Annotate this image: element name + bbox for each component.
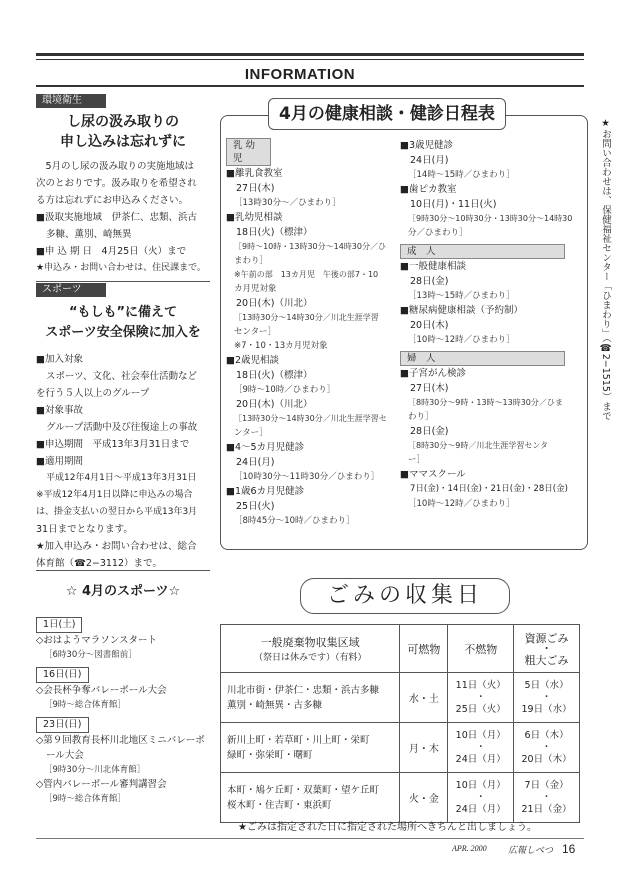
- health-detail: ［8時30分〜9時・13時〜13時30分／ひま: [408, 398, 563, 407]
- header-bulky-label: 粗大ごみ: [524, 653, 569, 667]
- dot: ・: [475, 691, 486, 703]
- health-date: 20日(木)（川北）: [236, 399, 313, 410]
- date-line: 11日（火）: [455, 679, 506, 691]
- footer-magazine: 広報しべつ: [508, 846, 554, 856]
- sports-line: ★加入申込み・お問い合わせは、総合: [36, 541, 197, 552]
- env-body-line: る方は忘れずにお申込みください。: [36, 195, 189, 206]
- health-detail: ［13時30分〜14時30分／川北生涯学習: [234, 313, 379, 322]
- sports-event: ◇第９回教育長杯川北地区ミニバレーボ: [36, 735, 205, 746]
- health-detail: ［14時〜15時／ひまわり］: [408, 170, 515, 180]
- header-resource: [514, 625, 580, 673]
- sports-line: は、掛金支払いの翌日から平成13年3月: [36, 507, 198, 517]
- sports-line: スポーツ、文化、社会奉仕活動など: [46, 371, 197, 382]
- sports-line: を行う５人以上のグループ: [36, 388, 150, 399]
- section-infant: 乳 幼 児: [226, 138, 271, 166]
- sports-line: 体育館（☎2−3112）まで。: [36, 558, 162, 569]
- health-detail: ［10時30分〜11時30分／ひまわり］: [234, 472, 380, 482]
- health-date: 7日(金)・14日(金)・21日(金)・28日(金): [410, 484, 568, 494]
- date-line: 19日（水）: [521, 703, 572, 715]
- health-date: 24日(月): [236, 457, 275, 468]
- res-cell: [514, 723, 580, 773]
- table-row: [221, 673, 580, 723]
- health-detail: ［13時30分〜／ひまわり］: [234, 198, 341, 208]
- sports-line: グループ活動中及び往復途上の事故: [46, 422, 198, 433]
- date-line: 24日（月）: [455, 753, 506, 765]
- health-item: ■4〜5カ月児健診: [226, 442, 305, 453]
- sports-event-cont: ール大会: [46, 750, 84, 761]
- sports-line: 31日までとなります。: [36, 524, 133, 535]
- non-cell: [448, 673, 514, 723]
- health-item: ■一般健康相談: [400, 261, 466, 272]
- sports-insurance-section: [36, 283, 210, 572]
- health-item: ■子宮がん検診: [400, 368, 466, 379]
- health-date: 20日(木): [410, 320, 449, 331]
- date-line: 21日（金）: [521, 803, 572, 815]
- burn-cell: 水・土: [400, 673, 448, 723]
- burn-cell: 火・金: [400, 773, 448, 823]
- health-date: 20日(木)（川北）: [236, 298, 313, 309]
- sports-date: 16日(日): [36, 667, 89, 683]
- area-line: 薫別・崎無異・古多糠: [227, 699, 323, 711]
- sports-event: ◇おはようマラソンスタート: [36, 635, 158, 646]
- header-area-sub: （祭日は休みです）（有料）: [253, 653, 367, 663]
- top-rule-thin: [36, 59, 584, 60]
- health-detail: ［8時30分〜9時／川北生涯学習センタ: [408, 441, 549, 450]
- date-line: 6日（木）: [524, 729, 569, 741]
- health-detail: わり］: [408, 412, 434, 422]
- sports-line: ■適用期間: [36, 456, 83, 467]
- env-body-line: 5月のし尿の汲み取りの実施地域は: [36, 161, 195, 172]
- health-detail: ［13時30分〜14時30分／川北生涯学習セ: [234, 414, 387, 423]
- health-date: 18日(火)（標津）: [236, 227, 313, 238]
- sports-event-detail: ［9時30分〜川北体育館］: [44, 765, 146, 775]
- april-sports-title: ☆ 4月のスポーツ☆: [65, 584, 181, 599]
- header-nonburnable: 不燃物: [448, 625, 514, 673]
- health-title: 4月の健康相談・健診日程表: [268, 98, 506, 130]
- health-detail: ※午前の部 13カ月児 午後の部7・10: [234, 270, 379, 279]
- page-title: INFORMATION: [244, 66, 356, 83]
- area-line: 桜木町・住吉町・東浜町: [227, 799, 332, 811]
- health-detail: 分／ひまわり］: [408, 228, 468, 238]
- header-area-label: 一般廃棄物収集区域: [260, 636, 360, 649]
- health-item: ■歯ピカ教室: [400, 184, 457, 195]
- section-adult: 成 人: [400, 244, 565, 259]
- garbage-title: ごみの収集日: [300, 578, 510, 614]
- health-left-col: [226, 138, 402, 528]
- sports-line: ※平成12年4月1日以降に申込みの場合: [36, 490, 193, 500]
- env-area: ■汲取実施地域 伊茶仁、忠類、浜古: [36, 212, 197, 223]
- sports-title-line2: スポーツ安全保険に加入を: [45, 325, 201, 340]
- health-detail: ンター］: [234, 428, 268, 438]
- health-detail: ※7・10・13カ月児対象: [234, 341, 328, 351]
- area-line: 緑町・弥栄町・曙町: [227, 749, 313, 761]
- health-detail: ー］: [408, 455, 426, 465]
- date-line: 24日（月）: [455, 803, 506, 815]
- dot: ・: [475, 741, 486, 753]
- table-row: [221, 773, 580, 823]
- env-category: 環境衛生: [36, 94, 106, 108]
- health-date: 27日(木): [410, 383, 449, 394]
- health-detail: まわり］: [234, 256, 269, 266]
- health-detail: ［10時〜12時／ひまわり］: [408, 335, 515, 345]
- sports-category: スポーツ: [36, 283, 106, 297]
- footer-rule: [36, 838, 584, 839]
- env-section: [36, 94, 210, 277]
- garbage-table: [220, 624, 580, 823]
- env-title-line1: し尿の汲み取りの: [67, 114, 179, 130]
- date-line: 10日（月）: [455, 779, 506, 791]
- health-date: 28日(金): [410, 276, 449, 287]
- health-date: 10日(月)・11日(火): [410, 199, 497, 210]
- health-item: ■3歳児健診: [400, 140, 454, 151]
- health-date: 24日(月): [410, 155, 449, 166]
- area-cell: [221, 723, 400, 773]
- date-line: 20日（木）: [521, 753, 572, 765]
- env-contact: ★申込み・お問い合わせは、住民課まで。: [36, 263, 206, 273]
- non-cell: [448, 723, 514, 773]
- header-burnable: 可燃物: [400, 625, 448, 673]
- header-resource-label: 資源ごみ: [524, 631, 569, 645]
- area-line: 新川上町・若草町・川上町・栄町: [227, 734, 370, 746]
- health-item: ■1歳6カ月児健診: [226, 486, 305, 497]
- health-item: ■離乳食教室: [226, 168, 283, 179]
- env-title-line2: 申し込みは忘れずに: [60, 134, 186, 150]
- sports-title-line1: “もしも”に備えて: [68, 305, 178, 320]
- health-item: ■2歳児相談: [226, 355, 280, 366]
- sports-line: 平成12年4月1日〜平成13年3月31日: [46, 473, 197, 483]
- env-area-cont: 多糠、薫別、崎無異: [46, 229, 132, 240]
- res-cell: [514, 673, 580, 723]
- health-detail: ［9時〜10時・13時30分〜14時30分／ひ: [234, 242, 386, 251]
- sports-event-detail: ［9時〜総合体育館］: [44, 794, 126, 804]
- health-date: 28日(金): [410, 426, 449, 437]
- dot: ・: [541, 691, 552, 703]
- health-right-col: [400, 138, 582, 511]
- health-date: 25日(火): [236, 501, 275, 512]
- health-detail: ［13時〜15時／ひまわり］: [408, 291, 515, 301]
- title-rule: [36, 85, 584, 87]
- date-line: 10日（月）: [455, 729, 506, 741]
- dot: ・: [475, 791, 486, 803]
- sports-line: ■申込期間 平成13年3月31日まで: [36, 439, 190, 450]
- sports-event-detail: ［9時〜総合体育館］: [44, 700, 126, 710]
- health-date: 27日(木): [236, 183, 275, 194]
- health-detail: ［9時〜10時／ひまわり］: [234, 385, 336, 395]
- area-line: 川北市街・伊茶仁・忠類・浜古多糠: [227, 684, 380, 696]
- area-cell: [221, 673, 400, 723]
- area-line: 本町・鳩ケ丘町・双葉町・望ケ丘町: [227, 784, 380, 796]
- sports-line: ■加入対象: [36, 354, 83, 365]
- april-sports-list: [36, 612, 236, 806]
- table-row: [221, 723, 580, 773]
- env-deadline: ■申 込 期 日 4月25日（火）まで: [36, 246, 187, 257]
- date-line: 5日（水）: [524, 679, 569, 691]
- sports-event: ◇管内バレーボール審判講習会: [36, 779, 167, 790]
- res-cell: [514, 773, 580, 823]
- health-side-note: ★お問い合わせは、保健福祉センター「ひまわり」（☎2−1515）まで: [600, 118, 611, 421]
- dot: ・: [541, 741, 552, 753]
- health-detail: ［9時30分〜10時30分・13時30分〜14時30: [408, 214, 573, 223]
- non-cell: [448, 773, 514, 823]
- divider: [36, 281, 210, 282]
- health-detail: カ月児対象: [234, 284, 277, 294]
- health-item: ■ママスクール: [400, 469, 466, 480]
- dot: ・: [541, 791, 552, 803]
- top-rule: [36, 53, 584, 56]
- page-number: 16: [562, 842, 576, 856]
- date-line: 7日（金）: [524, 779, 569, 791]
- garbage-note: ★ごみは指定された日に指定された場所へきちんと出しましょう。: [238, 822, 537, 833]
- section-women: 婦 人: [400, 351, 565, 366]
- area-cell: [221, 773, 400, 823]
- health-detail: ［10時〜12時／ひまわり］: [408, 499, 515, 509]
- health-detail: センター］: [234, 327, 277, 337]
- sports-date: 1日(土): [36, 617, 82, 633]
- health-date: 18日(火)（標津）: [236, 370, 313, 381]
- april-sports-divider: [36, 570, 210, 571]
- sports-line: ■対象事故: [36, 405, 83, 416]
- sports-event: ◇会長杯争奪バレーボール大会: [36, 685, 167, 696]
- header-area: [221, 625, 400, 673]
- health-detail: ［8時45分〜10時／ひまわり］: [234, 516, 355, 526]
- date-line: 25日（火）: [455, 703, 506, 715]
- header-resource-dot: ・: [541, 641, 553, 655]
- footer-issue: APR. 2000: [452, 844, 487, 853]
- health-item: ■乳幼児相談: [226, 212, 283, 223]
- sports-event-detail: ［6時30分〜図書館前］: [44, 650, 137, 660]
- burn-cell: 月・木: [400, 723, 448, 773]
- env-body-line: 次のとおりです。汲み取りを希望され: [36, 178, 197, 189]
- health-item: ■糖尿病健康相談（予約制）: [400, 305, 523, 316]
- sports-date: 23日(日): [36, 717, 89, 733]
